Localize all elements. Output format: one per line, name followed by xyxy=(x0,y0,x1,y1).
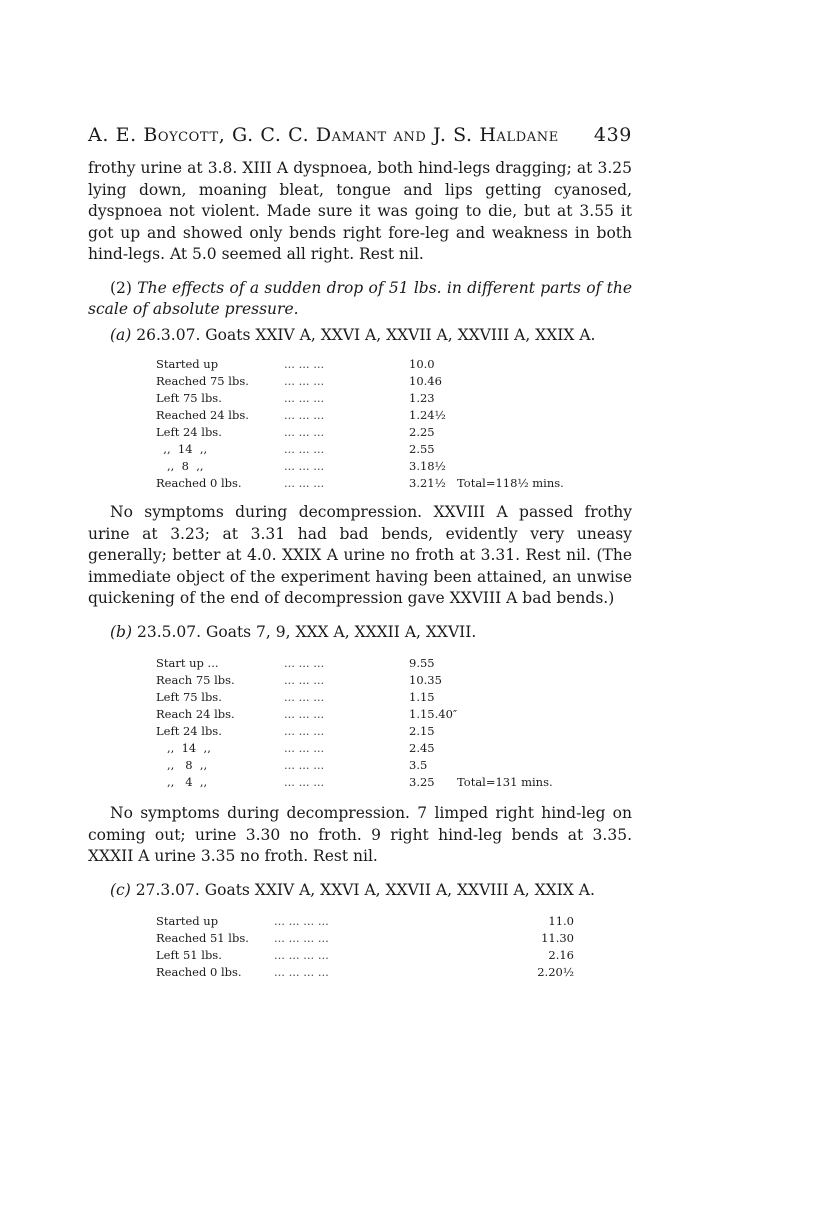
page xyxy=(88,124,632,981)
row-dots: ... ... ... xyxy=(284,656,325,670)
row-label: Reached 0 lbs. xyxy=(156,965,242,979)
row-label: Start up ... xyxy=(156,656,219,670)
row-dots: ... ... ... xyxy=(284,374,325,388)
row-label: Left 51 lbs. xyxy=(156,948,222,962)
row-label: Left 24 lbs. xyxy=(156,425,222,439)
row-label: Reached 0 lbs. xyxy=(156,476,242,490)
table-row xyxy=(156,706,632,723)
row-label: Reach 75 lbs. xyxy=(156,673,235,687)
table-row xyxy=(156,740,632,757)
exp-b-table xyxy=(156,655,632,791)
row-value: 3.5 xyxy=(409,758,428,772)
header-authors: A. E. Boycott, G. C. C. Damant and J. S. Haldane xyxy=(88,124,559,146)
row-label: Left 24 lbs. xyxy=(156,724,222,738)
row-dots: ... ... ... xyxy=(284,357,325,371)
exp-b-heading xyxy=(88,622,632,644)
row-value: 2.25 xyxy=(409,425,435,439)
row-label: Reached 51 lbs. xyxy=(156,931,249,945)
table-row xyxy=(156,655,632,672)
exp-a-heading xyxy=(88,325,632,347)
row-value: 10.35 xyxy=(409,673,442,687)
table-row xyxy=(156,373,632,390)
table-row xyxy=(156,774,632,791)
row-value: 2.20½ xyxy=(537,965,574,979)
row-label: ,, 8 ,, xyxy=(156,758,208,772)
row-dots: ... ... ... ... xyxy=(274,931,329,945)
row-value: 3.25 xyxy=(409,775,435,789)
exp-a-heading-text: 26.3.07. Goats XXIV A, XXVI A, XXVII A, XXVIII A, XXIX A. xyxy=(136,325,596,344)
table-row xyxy=(156,930,632,947)
row-label: Reached 24 lbs. xyxy=(156,408,249,422)
table-row xyxy=(156,458,632,475)
table-row xyxy=(156,723,632,740)
row-dots: ... ... ... xyxy=(284,724,325,738)
row-label: Left 75 lbs. xyxy=(156,690,222,704)
row-label: Started up xyxy=(156,357,219,371)
row-value: 10.0 xyxy=(409,357,435,371)
row-dots: ... ... ... xyxy=(284,391,325,405)
table-row xyxy=(156,441,632,458)
row-value: 2.45 xyxy=(409,741,435,755)
table-row xyxy=(156,672,632,689)
row-label: Started up xyxy=(156,914,219,928)
row-label: ,, 8 ,, xyxy=(156,459,204,473)
row-dots: ... ... ... xyxy=(284,741,325,755)
row-value: 2.55 xyxy=(409,442,435,456)
row-label: ,, 14 ,, xyxy=(156,442,208,456)
row-label: ,, 4 ,, xyxy=(156,775,208,789)
paragraph-intro: frothy urine at 3.8. XIII A dyspnoea, both hind-legs dragging; at 3.25 lying down, moaning bleat, tongue and lips getting cyanosed, dyspnoea not violent. Made sure it was going to die, but at 3.55 it got up and showed only bends right fore-leg and weakness in both hind-legs. At 5.0 seemed all right. Rest nil. xyxy=(88,159,632,263)
section-2-number: (2) xyxy=(110,278,132,297)
row-dots: ... ... ... xyxy=(284,442,325,456)
row-dots: ... ... ... xyxy=(284,673,325,687)
exp-c-heading xyxy=(88,880,632,902)
row-value: 9.55 xyxy=(409,656,435,670)
exp-c-label: (c) xyxy=(110,880,131,899)
exp-b-label: (b) xyxy=(110,622,133,641)
row-value: 1.24½ xyxy=(409,408,446,422)
section-2-title: The effects of a sudden drop of 51 lbs. in different parts of the scale of absolute pressure. xyxy=(88,278,632,318)
exp-c-table xyxy=(156,913,632,981)
row-dots: ... ... ... xyxy=(284,690,325,704)
table-row xyxy=(156,964,632,981)
row-value: 3.21½ xyxy=(409,476,446,490)
exp-a-label: (a) xyxy=(110,325,132,344)
section-2-heading xyxy=(88,278,632,321)
row-label: ,, 14 ,, xyxy=(156,741,211,755)
row-value: 1.15 xyxy=(409,690,435,704)
exp-c-heading-text: 27.3.07. Goats XXIV A, XXVI A, XXVII A, XXVIII A, XXIX A. xyxy=(135,880,595,899)
row-total: Total=131 mins. xyxy=(457,775,553,789)
exp-b-text: No symptoms during decompression. 7 limped right hind-leg on coming out; urine 3.30 no froth. 9 right hind-leg bends at 3.35. XXXII A urine 3.35 no froth. Rest nil. xyxy=(88,804,632,865)
table-row xyxy=(156,424,632,441)
row-dots: ... ... ... xyxy=(284,459,325,473)
table-row xyxy=(156,947,632,964)
row-value: 11.0 xyxy=(548,914,574,928)
row-value: 2.15 xyxy=(409,724,435,738)
row-label: Reached 75 lbs. xyxy=(156,374,249,388)
row-label: Left 75 lbs. xyxy=(156,391,222,405)
row-value: 10.46 xyxy=(409,374,442,388)
row-dots: ... ... ... xyxy=(284,775,325,789)
row-total: Total=118½ mins. xyxy=(457,476,564,490)
table-row xyxy=(156,407,632,424)
row-dots: ... ... ... ... xyxy=(274,948,329,962)
row-dots: ... ... ... xyxy=(284,476,325,490)
page-number: 439 xyxy=(593,124,632,146)
row-value: 1.15.40″ xyxy=(409,707,458,721)
row-value: 2.16 xyxy=(548,948,574,962)
row-value: 3.18½ xyxy=(409,459,446,473)
row-value: 11.30 xyxy=(541,931,574,945)
table-row xyxy=(156,475,632,492)
row-dots: ... ... ... ... xyxy=(274,914,329,928)
running-header xyxy=(88,124,632,146)
row-dots: ... ... ... xyxy=(284,425,325,439)
table-row xyxy=(156,390,632,407)
exp-b-heading-text: 23.5.07. Goats 7, 9, XXX A, XXXII A, XXVII. xyxy=(136,622,477,641)
table-row xyxy=(156,757,632,774)
row-dots: ... ... ... xyxy=(284,408,325,422)
row-label: Reach 24 lbs. xyxy=(156,707,235,721)
row-value: 1.23 xyxy=(409,391,435,405)
table-row xyxy=(156,689,632,706)
exp-a-table xyxy=(156,356,632,492)
row-dots: ... ... ... xyxy=(284,707,325,721)
row-dots: ... ... ... ... xyxy=(274,965,329,979)
exp-a-text: No symptoms during decompression. XXVIII A passed frothy urine at 3.23; at 3.31 had bad bends, evidently very uneasy generally; better at 4.0. XXIX A urine no froth at 3.31. Rest nil. (The immediate object of the experiment having been attained, an unwise quickening of the end of decompression gave XXVIII A bad bends.) xyxy=(88,503,632,607)
row-dots: ... ... ... xyxy=(284,758,325,772)
table-row xyxy=(156,913,632,930)
table-row xyxy=(156,356,632,373)
